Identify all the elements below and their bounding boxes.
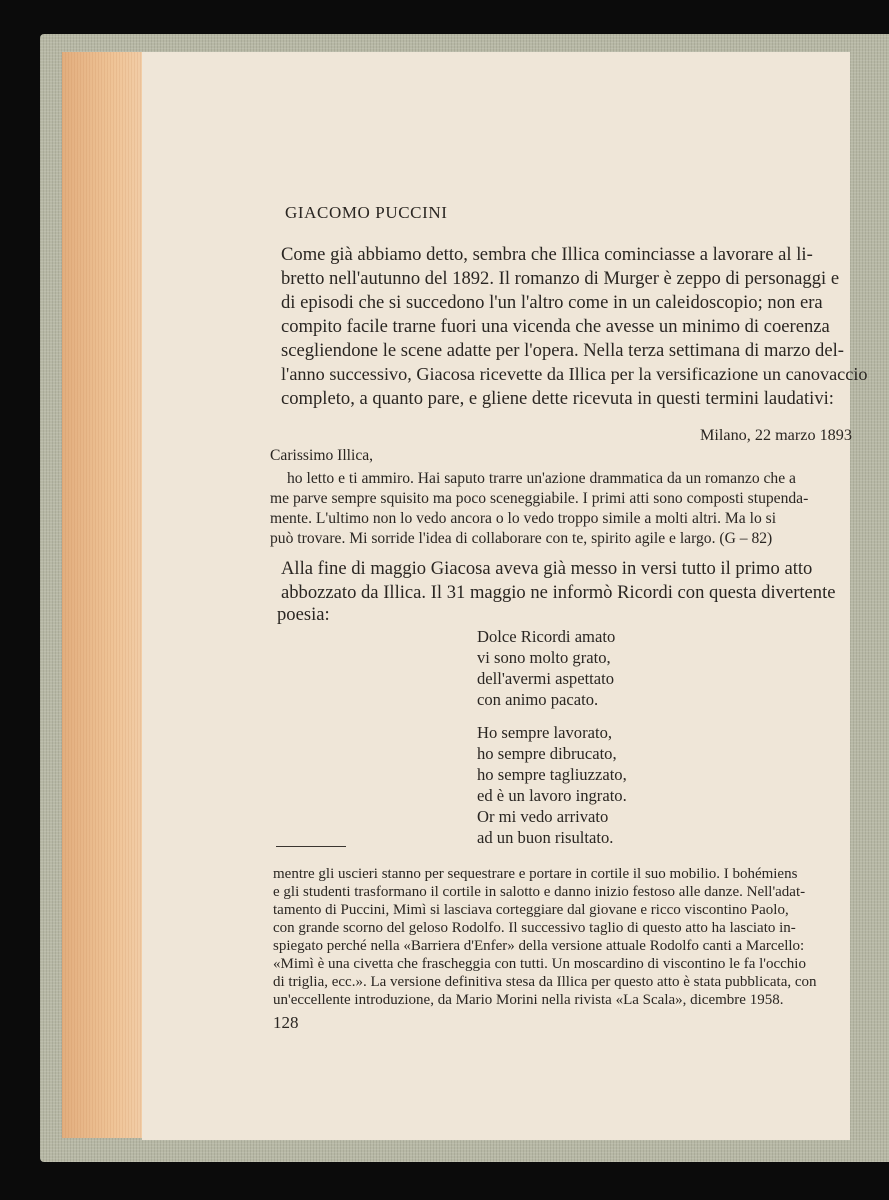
poem-line: ho sempre tagliuzzato, — [477, 765, 627, 784]
footnote-line: mentre gli uscieri stanno per sequestrare e portare in cortile il suo mobilio. I bohémiens — [273, 866, 798, 882]
paragraph-line: scegliendone le scene adatte per l'opera. Nella terza settimana di marzo del- — [281, 340, 844, 361]
footnote-line: un'eccellente introduzione, da Mario Morini nella rivista «La Scala», dicembre 1958. — [273, 992, 784, 1008]
footnote-line: spiegato perché nella «Barriera d'Enfer» della versione attuale Rodolfo canti a Marcello: — [273, 938, 805, 954]
paragraph-line: compito facile trarne fuori una vicenda che avesse un minimo di coerenza — [281, 316, 830, 337]
footnote-line: e gli studenti trasformano il cortile in salotto e danno inizio festoso alle danze. Nell'adat- — [273, 884, 806, 900]
paragraph-line: Come già abbiamo detto, sembra che Illica cominciasse a lavorare al li- — [281, 244, 813, 265]
poem-line: ed è un lavoro ingrato. — [477, 786, 627, 805]
paragraph-line: bretto nell'autunno del 1892. Il romanzo di Murger è zeppo di personaggi e — [281, 268, 840, 289]
poem-line: ho sempre dibrucato, — [477, 744, 617, 763]
page-edges — [62, 52, 148, 1138]
letter-line: ho letto e ti ammiro. Hai saputo trarre un'azione drammatica da un romanzo che a — [287, 470, 796, 487]
letter-line: mente. L'ultimo non lo vedo ancora o lo vedo troppo simile a molti altri. Ma lo si — [270, 510, 777, 527]
paragraph-line: poesia: — [277, 604, 330, 625]
paragraph-line: l'anno successivo, Giacosa ricevette da Illica per la versificazione un canovaccio — [281, 364, 868, 384]
running-head: GIACOMO PUCCINI — [285, 203, 448, 222]
letter-line: me parve sempre squisito ma poco sceneggiabile. I primi atti sono composti stupenda- — [270, 490, 809, 507]
poem-line: con animo pacato. — [477, 690, 599, 709]
footnote-rule — [276, 846, 346, 847]
paragraph-line: abbozzato da Illica. Il 31 maggio ne informò Ricordi con questa divertente — [281, 582, 836, 603]
letter-line: può trovare. Mi sorride l'idea di collaborare con te, spirito agile e largo. (G – 82) — [270, 530, 773, 547]
footnote-line: con grande scorno del geloso Rodolfo. Il successivo taglio di questo atto ha lasciato in- — [273, 920, 796, 936]
letter-place-date: Milano, 22 marzo 1893 — [700, 426, 852, 444]
footnote-line: «Mimì è una civetta che frascheggia con tutti. Un moscardino di viscontino le fa l'occhio — [273, 956, 806, 972]
page-number: 128 — [273, 1013, 299, 1032]
poem-line: Ho sempre lavorato, — [477, 723, 613, 742]
poem-line: dell'avermi aspettato — [477, 669, 615, 688]
footnote-line: di triglia, ecc.». La versione definitiva stesa da Illica per questo atto è stata pubblicata, con — [273, 974, 817, 990]
poem-line: vi sono molto grato, — [477, 648, 611, 667]
paragraph-line: di episodi che si succedono l'un l'altro come in un caleidoscopio; non era — [281, 292, 823, 313]
paragraph-line: Alla fine di maggio Giacosa aveva già messo in versi tutto il primo atto — [281, 558, 813, 579]
poem-line: ad un buon risultato. — [477, 828, 614, 847]
poem-line: Dolce Ricordi amato — [477, 627, 616, 646]
poem-line: Or mi vedo arrivato — [477, 807, 609, 826]
letter-salutation: Carissimo Illica, — [270, 447, 374, 464]
paragraph-line: completo, a quanto pare, e gliene dette ricevuta in questi termini laudativi: — [281, 388, 834, 409]
footnote-line: tamento di Puccini, Mimì si lasciava corteggiare dal giovane e ricco viscontino Paolo, — [273, 902, 789, 918]
